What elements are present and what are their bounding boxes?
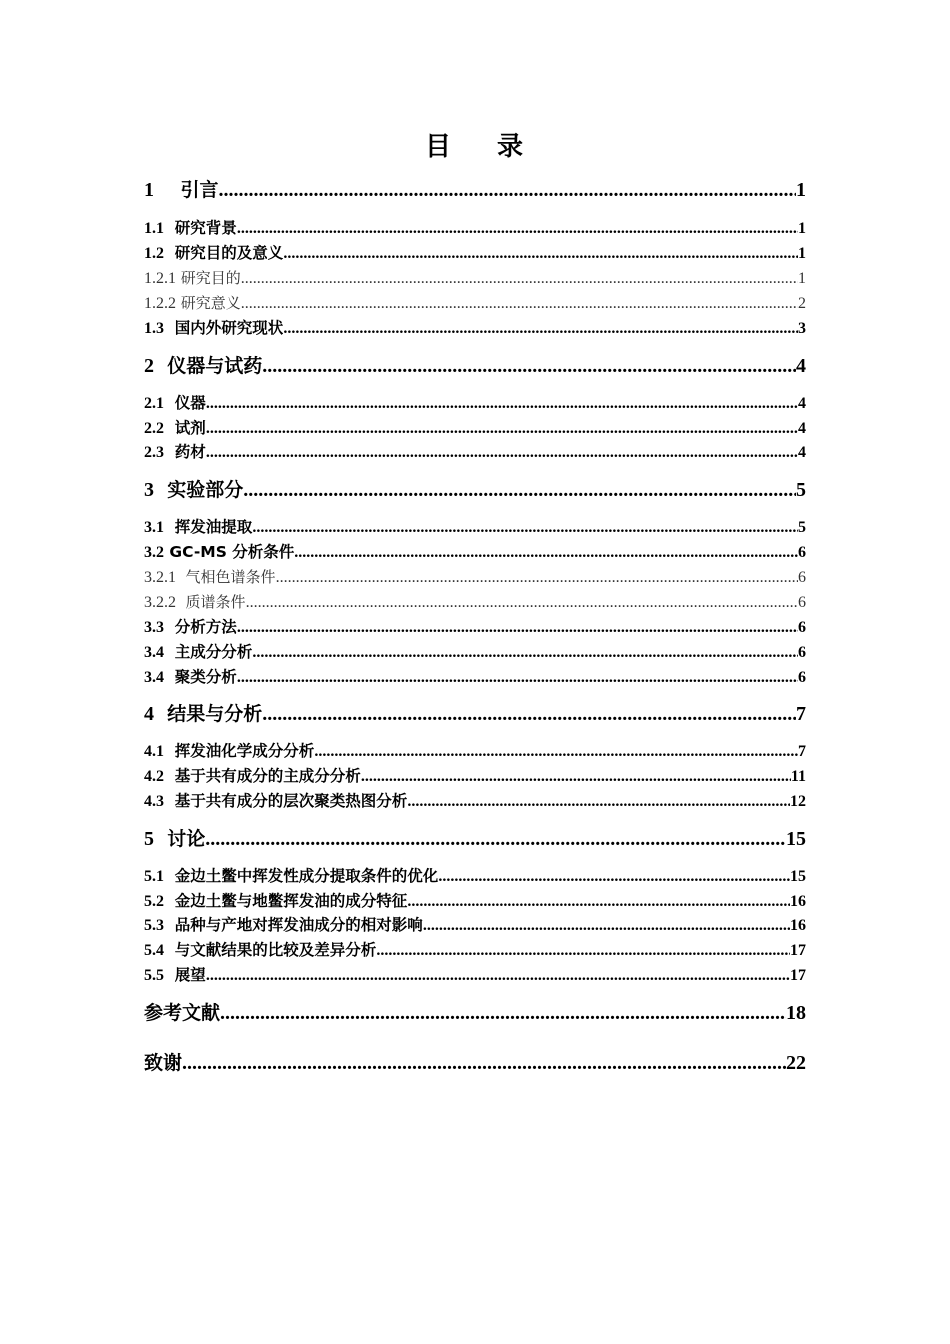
- toc-page-number: 6: [798, 669, 806, 686]
- toc-entry-label: [144, 176, 218, 204]
- toc-entry-text: 品种与产地对挥发油成分的相对影响: [174, 916, 423, 934]
- toc-page-number: 4: [798, 420, 806, 437]
- toc-page-number: 11: [790, 768, 806, 785]
- toc-entry-number: 3.1: [144, 519, 164, 536]
- toc-entry-label: [144, 865, 438, 888]
- toc-entry-label: [144, 999, 220, 1027]
- toc-entry: [144, 516, 806, 538]
- toc-entry-number: 5.5: [144, 967, 164, 984]
- toc-page-number: 1: [796, 179, 806, 201]
- toc-page-number: 6: [798, 569, 806, 586]
- toc-page-number: 6: [798, 544, 806, 561]
- toc-page-number: 5: [796, 479, 806, 501]
- toc-entry-label: [144, 825, 205, 853]
- toc-page-number: 15: [790, 868, 806, 885]
- toc-entry-text: 研究目的及意义: [174, 244, 284, 262]
- toc-entry: [144, 317, 806, 339]
- toc-page-number: 15: [786, 828, 806, 850]
- toc-entry-number: 4.1: [144, 743, 164, 760]
- toc-entry-label: [144, 317, 283, 340]
- toc-entry-text: 分析方法: [174, 618, 237, 636]
- toc-page-number: 7: [796, 703, 806, 725]
- toc-leader-dots: [182, 1049, 786, 1077]
- toc-leader-dots: [206, 418, 798, 440]
- toc-entry: [144, 790, 806, 812]
- toc-entry: [144, 616, 806, 638]
- toc-entry-label: [144, 352, 262, 380]
- toc-entry-text: 主成分分析: [174, 643, 253, 661]
- toc-leader-dots: [237, 617, 798, 639]
- toc-page-number: 4: [798, 444, 806, 461]
- toc-entry-text: 聚类分析: [174, 668, 237, 686]
- toc-leader-dots: [376, 940, 790, 962]
- toc-entry: [144, 914, 806, 936]
- toc-page-number: 17: [790, 967, 806, 984]
- toc-leader-dots: [206, 393, 798, 415]
- toc-page-number: 3: [798, 320, 806, 337]
- toc-page-number: 4: [796, 355, 806, 377]
- toc-leader-dots: [262, 352, 796, 380]
- toc-entry-label: [144, 790, 407, 813]
- toc-entry-text: 金边土鳖与地鳖挥发油的成分特征: [174, 892, 408, 910]
- toc-page-number: 6: [798, 619, 806, 636]
- toc-entry-label: [144, 666, 237, 689]
- toc-entry-label: [144, 541, 294, 564]
- toc-entry-number: 1.2.1: [144, 270, 176, 287]
- toc-leader-dots: [283, 243, 798, 265]
- toc-leader-dots: [220, 999, 786, 1027]
- toc-leader-dots: [237, 218, 798, 240]
- toc-entry-text: 试剂: [174, 419, 206, 437]
- toc-entry-label: [144, 292, 241, 315]
- toc-entry: [144, 825, 806, 853]
- toc-entry-label: [144, 267, 241, 290]
- toc-entry-label: [144, 765, 361, 788]
- toc-entry: [144, 641, 806, 663]
- toc-entry: [144, 217, 806, 239]
- toc-leader-dots: [252, 517, 798, 539]
- toc-entry-label: [144, 914, 423, 937]
- toc-entry: [144, 441, 806, 463]
- toc-entry: [144, 417, 806, 439]
- toc-entry-label: [144, 939, 376, 962]
- toc-entry-label: [144, 641, 252, 664]
- toc-title-right: 录: [497, 132, 526, 162]
- toc-entry: [144, 999, 806, 1027]
- toc-leader-dots: [206, 965, 790, 987]
- toc-entry-text: 挥发油化学成分分析: [174, 742, 315, 760]
- toc-entry-number: 3.2.1: [144, 569, 176, 586]
- toc-entry: [144, 242, 806, 264]
- toc-entry-text: 实验部分: [167, 479, 244, 501]
- toc-page-number: 1: [798, 220, 806, 237]
- toc-entry-label: [144, 217, 237, 240]
- toc-entry-label: [144, 700, 262, 728]
- toc-entry-number: 3.2: [144, 544, 164, 561]
- toc-title: [0, 126, 950, 163]
- toc-entry-number: 2.2: [144, 420, 164, 437]
- toc-page-number: 1: [798, 245, 806, 262]
- toc-entry-text: 国内外研究现状: [174, 319, 284, 337]
- toc-entry-text: 研究背景: [174, 219, 237, 237]
- toc-entry-text: 引言: [180, 179, 219, 201]
- toc-leader-dots: [283, 318, 798, 340]
- toc-leader-dots: [246, 592, 798, 614]
- toc-leader-dots: [294, 542, 798, 564]
- toc-entry-text: 与文献结果的比较及差异分析: [174, 941, 377, 959]
- toc-leader-dots: [276, 567, 798, 589]
- toc-entry-number: 3.4: [144, 669, 164, 686]
- toc-entry: [144, 740, 806, 762]
- toc-entry: [144, 700, 806, 728]
- toc-page-number: 7: [798, 743, 806, 760]
- toc-page-number: 17: [790, 942, 806, 959]
- toc-entry-label: [144, 964, 206, 987]
- toc-title-left: 目: [424, 132, 453, 162]
- toc-entry-text: 仪器与试药: [167, 355, 263, 377]
- toc-entry-text: 参考文献: [144, 1002, 221, 1024]
- toc-entry-text: 质谱条件: [185, 593, 246, 611]
- toc-leader-dots: [407, 891, 790, 913]
- toc-leader-dots: [423, 915, 790, 937]
- toc-entry-text: 挥发油提取: [174, 518, 253, 536]
- toc-entry-text: 讨论: [167, 828, 206, 850]
- toc-entry: [144, 541, 806, 563]
- toc-entry-text: GC-MS 分析条件: [169, 543, 295, 561]
- toc-leader-dots: [241, 268, 798, 290]
- toc-leader-dots: [243, 476, 796, 504]
- toc-leader-dots: [237, 667, 798, 689]
- toc-entry-number: 3: [144, 479, 154, 501]
- toc-entry-number: 1.2: [144, 245, 164, 262]
- toc-entry-text: 研究意义: [180, 294, 241, 312]
- toc-leader-dots: [407, 791, 790, 813]
- toc-page-number: 22: [786, 1052, 806, 1074]
- toc-entry: [144, 591, 806, 613]
- toc-entry-label: [144, 616, 237, 639]
- toc-entry: [144, 890, 806, 912]
- toc-entry: [144, 865, 806, 887]
- toc-entry-number: 5.3: [144, 917, 164, 934]
- toc-entry-number: 2.3: [144, 444, 164, 461]
- toc-entry-number: 3.4: [144, 644, 164, 661]
- toc-entry-label: [144, 476, 243, 504]
- toc-page-number: 4: [798, 395, 806, 412]
- toc-entry-text: 药材: [174, 443, 206, 461]
- toc-leader-dots: [262, 700, 796, 728]
- toc-page-number: 16: [790, 917, 806, 934]
- toc-leader-dots: [241, 293, 798, 315]
- toc-leader-dots: [438, 866, 790, 888]
- toc-entry-label: [144, 890, 407, 913]
- toc-entry-label: [144, 441, 206, 464]
- toc-page-number: 18: [786, 1002, 806, 1024]
- toc-leader-dots: [252, 642, 798, 664]
- toc-page-number: 16: [790, 893, 806, 910]
- toc-entry: [144, 176, 806, 204]
- toc-entry: [144, 267, 806, 289]
- toc-entry-label: [144, 392, 206, 415]
- toc-entry-label: [144, 740, 314, 763]
- toc-entry-text: 致谢: [144, 1052, 183, 1074]
- toc-entry-text: 基于共有成分的层次聚类热图分析: [174, 792, 408, 810]
- toc-page-number: 1: [798, 270, 806, 287]
- toc-entry-number: 5.2: [144, 893, 164, 910]
- toc-entry-number: 1.2.2: [144, 295, 176, 312]
- toc-leader-dots: [314, 741, 798, 763]
- toc-entry-label: [144, 516, 252, 539]
- toc-entry-number: 4.2: [144, 768, 164, 785]
- toc-entry-label: [144, 1049, 182, 1077]
- toc-entry-number: 2.1: [144, 395, 164, 412]
- toc-entry-number: 5.4: [144, 942, 164, 959]
- toc-entry-label: [144, 417, 206, 440]
- toc-entry-number: 1.3: [144, 320, 164, 337]
- toc-entry-text: 结果与分析: [167, 703, 263, 725]
- toc-entry-text: 气相色谱条件: [185, 568, 276, 586]
- toc-entry-label: [144, 242, 283, 265]
- toc-entry-number: 1.1: [144, 220, 164, 237]
- toc-entry-number: 2: [144, 355, 154, 377]
- toc-entry-number: 1: [144, 179, 154, 201]
- toc-entry-text: 基于共有成分的主成分分析: [174, 767, 361, 785]
- toc-entry-number: 4.3: [144, 793, 164, 810]
- toc-leader-dots: [205, 825, 786, 853]
- toc-entry-number: 3.2.2: [144, 594, 176, 611]
- toc-entry-text: 展望: [174, 966, 206, 984]
- toc-page-number: 5: [798, 519, 806, 536]
- toc-entry-number: 4: [144, 703, 154, 725]
- toc-entry: [144, 765, 806, 787]
- toc-page-number: 6: [798, 594, 806, 611]
- toc-entry: [144, 939, 806, 961]
- toc-entry-text: 仪器: [174, 394, 206, 412]
- toc-entry-number: 3.3: [144, 619, 164, 636]
- toc-entry: [144, 476, 806, 504]
- toc-entry: [144, 964, 806, 986]
- toc-entry: [144, 292, 806, 314]
- toc-page-number: 2: [798, 295, 806, 312]
- toc-entry-label: [144, 566, 276, 589]
- toc-entry-text: 金边土鳖中挥发性成分提取条件的优化: [174, 867, 439, 885]
- toc-leader-dots: [218, 176, 796, 204]
- toc-entry: [144, 1049, 806, 1077]
- toc-leader-dots: [361, 766, 791, 788]
- toc-entry-label: [144, 591, 246, 614]
- toc-entry-number: 5.1: [144, 868, 164, 885]
- toc-page-number: 6: [798, 644, 806, 661]
- toc-entry-text: 研究目的: [180, 269, 241, 287]
- toc-entry: [144, 666, 806, 688]
- toc-leader-dots: [206, 442, 798, 464]
- toc-entry-number: 5: [144, 828, 154, 850]
- toc-entry: [144, 566, 806, 588]
- toc-entry: [144, 352, 806, 380]
- toc-page-number: 12: [790, 793, 806, 810]
- toc-entry: [144, 392, 806, 414]
